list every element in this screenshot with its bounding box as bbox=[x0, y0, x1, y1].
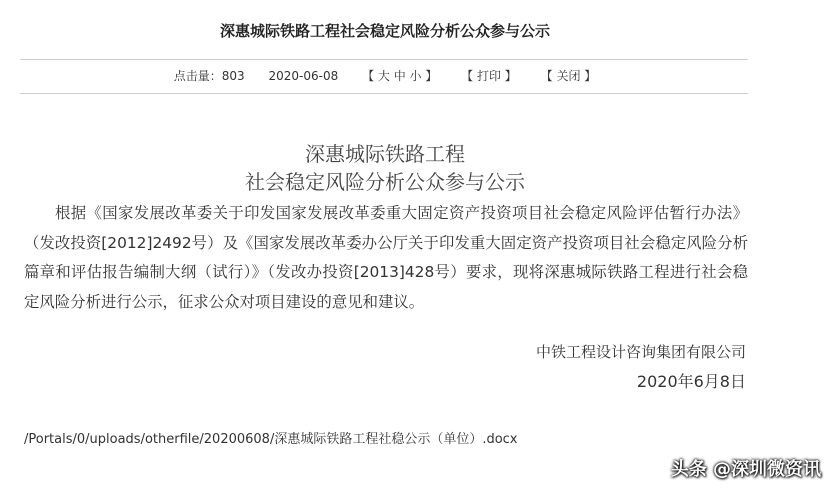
click-count-value: 803 bbox=[221, 69, 245, 83]
close-link[interactable]: 【 关闭 】 bbox=[540, 69, 597, 83]
article-body: 根据《国家发展改革委关于印发国家发展改革委重大固定资产投资项目社会稳定风险评估暂行办法》（发改投资[2012]2492号）及《国家发展改革委办公厅关于印发重大固定资产投资项目社会稳定风险分析篇章和评估报告编制大纲（试行）》（发改办投资[2013]428号）要求，现将深惠城际铁路工程进行社会稳定风险分析进行公示，征求公众对项目建设的意见和建议。 bbox=[24, 204, 748, 311]
top-divider bbox=[20, 59, 748, 60]
attachment-link[interactable]: /Portals/0/uploads/otherfile/20200608/深惠城际铁路工程社稳公示（单位）.docx bbox=[24, 432, 518, 447]
click-count-label: 点击量： bbox=[173, 69, 222, 83]
meta-bar bbox=[0, 67, 770, 84]
article-heading-line2: 社会稳定风险分析公众参与公示 bbox=[245, 170, 525, 194]
watermark: 头条 @深圳微资讯 bbox=[670, 459, 821, 480]
signature-date: 2020年6月8日 bbox=[636, 372, 746, 391]
signature-organization: 中铁工程设计咨询集团有限公司 bbox=[535, 343, 746, 361]
publish-date: 2020-06-08 bbox=[268, 69, 339, 83]
click-count bbox=[174, 67, 245, 84]
bottom-divider bbox=[20, 93, 748, 94]
print-link[interactable]: 【 打印 】 bbox=[461, 69, 517, 83]
page-title: 深惠城际铁路工程社会稳定风险分析公众参与公示 bbox=[219, 22, 550, 40]
font-size-switch[interactable]: 【 大 中 小 】 bbox=[362, 69, 438, 83]
article-heading-line1: 深惠城际铁路工程 bbox=[305, 142, 465, 166]
